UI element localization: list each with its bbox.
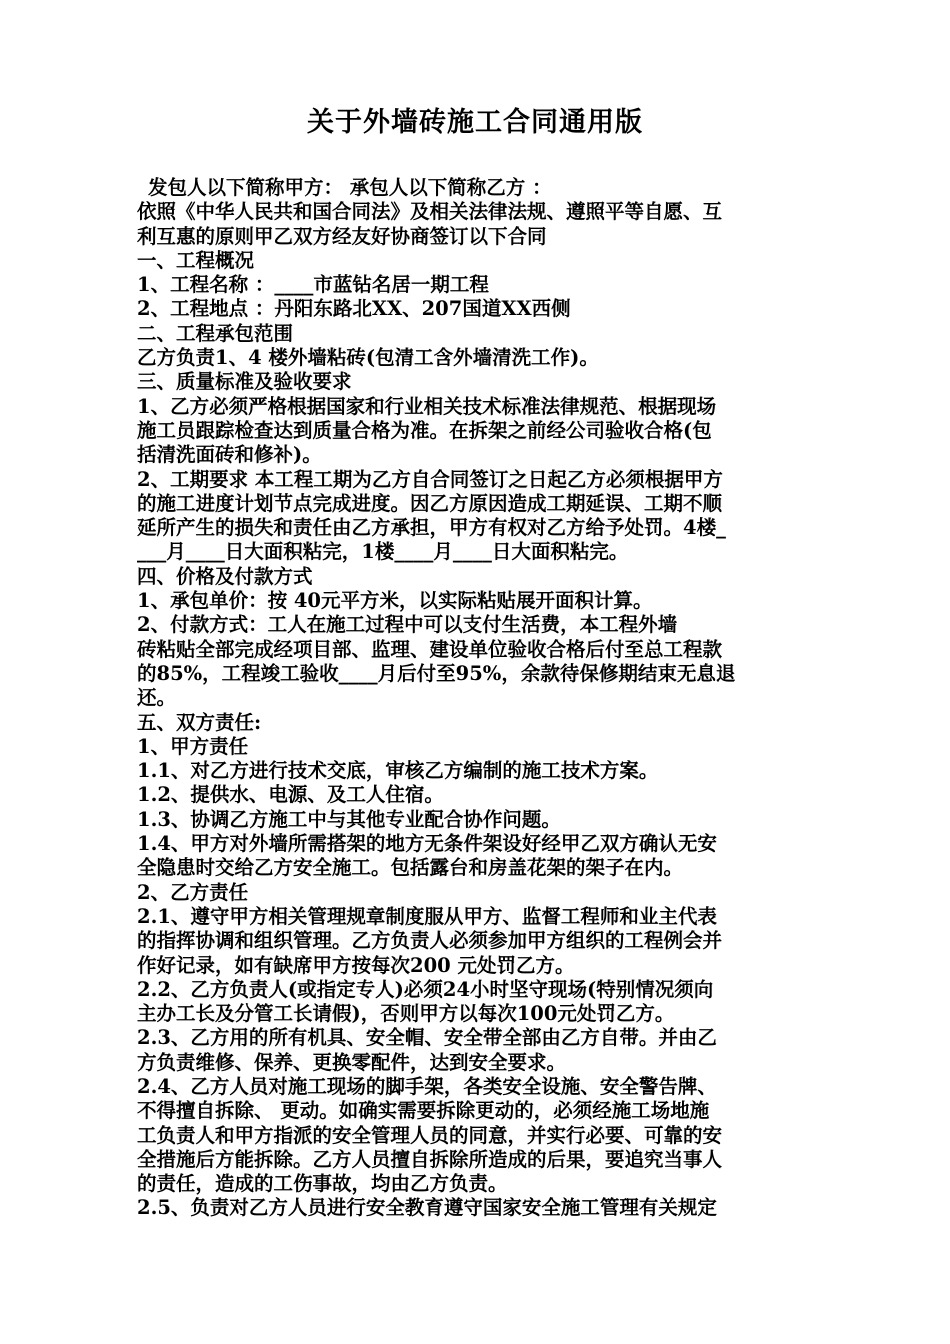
paragraph-line: 依照《中华人民共和国合同法》及相关法律法规、遵照平等自愿、互 — [137, 200, 723, 224]
paragraph-line: 括清洗面砖和修补)。 — [137, 443, 322, 467]
paragraph-line: 全措施后方能拆除。乙方人员擅自拆除所造成的后果，要追究当事人 — [137, 1147, 723, 1171]
document-body — [137, 176, 817, 1221]
paragraph-line: 主办工长及分管工长请假)，否则甲方以每次100元处罚乙方。 — [137, 1002, 675, 1026]
paragraph-line: 工负责人和甲方指派的安全管理人员的同意，并实行必要、可靠的安 — [137, 1123, 723, 1147]
subsection-heading-party-b: 2、乙方责任 — [137, 880, 249, 904]
section-heading-price-payment: 四、价格及付款方式 — [137, 564, 313, 588]
paragraph-line: 1.3、协调乙方施工中与其他专业配合协作问题。 — [137, 807, 561, 831]
paragraph-line: 1、工程名称 ：____市蓝钻名居一期工程 — [137, 273, 489, 297]
paragraph-line: 2、付款方式：工人在施工过程中可以支付生活费，本工程外墙 — [137, 613, 678, 637]
section-heading-project-overview: 一、工程概况 — [137, 248, 255, 272]
paragraph-line: 2.3、乙方用的所有机具、安全帽、安全带全部由乙方自带。并由乙 — [137, 1026, 717, 1050]
paragraph-line: 的施工进度计划节点完成进度。因乙方原因造成工期延误、工期不顺 — [137, 491, 723, 515]
paragraph-line: 1.1、对乙方进行技术交底，审核乙方编制的施工技术方案。 — [137, 759, 659, 783]
section-heading-responsibilities: 五、双方责任: — [137, 710, 262, 734]
paragraph-line: 方负责维修、保养、更换零配件，达到安全要求。 — [137, 1050, 567, 1074]
subsection-heading-party-a: 1、甲方责任 — [137, 734, 249, 758]
paragraph-line: 延所产生的损失和责任由乙方承担，甲方有权对乙方给予处罚。4楼_ — [137, 516, 726, 540]
paragraph-line: 2.1、遵守甲方相关管理规章制度服从甲方、监督工程师和业主代表 — [137, 904, 717, 928]
section-heading-quality: 三、质量标准及验收要求 — [137, 370, 352, 394]
paragraph-line: 施工员跟踪检查达到质量合格为准。在拆架之前经公司验收合格(包 — [137, 418, 712, 442]
paragraph-line: 乙方负责1、4 楼外墙粘砖(包清工含外墙清洗工作)。 — [137, 346, 599, 370]
paragraph-line: 2.5、负责对乙方人员进行安全教育遵守国家安全施工管理有关规定 — [137, 1196, 717, 1220]
paragraph-line: ___月____日大面积粘完，1楼____月____日大面积粘完。 — [137, 540, 629, 564]
paragraph-line: 2.4、乙方人员对施工现场的脚手架，各类安全设施、安全警告牌、 — [137, 1074, 717, 1098]
paragraph-line: 还。 — [137, 686, 177, 710]
paragraph-line: 不得擅自拆除、 更动。如确实需要拆除更动的，必须经施工场地施 — [137, 1099, 710, 1123]
paragraph-line: 的85%，工程竣工验收____月后付至95%，余款待保修期结束无息退 — [137, 661, 736, 685]
paragraph-line: 2、工程地点 ：丹阳东路北XX、207国道XX西侧 — [137, 297, 571, 321]
document-title: 关于外墙砖施工合同通用版 — [307, 107, 643, 138]
paragraph-line: 的指挥协调和组织管理。乙方负责人必须参加甲方组织的工程例会并 — [137, 929, 723, 953]
paragraph-line: 2、工期要求 本工程工期为乙方自合同签订之日起乙方必须根据甲方 — [137, 467, 723, 491]
section-heading-scope: 二、工程承包范围 — [137, 321, 294, 345]
paragraph-line: 1、乙方必须严格根据国家和行业相关技术标准法律规范、根据现场 — [137, 394, 717, 418]
paragraph-line: 2.2、乙方负责人(或指定专人)必须24小时坚守现场(特别情况须向 — [137, 977, 714, 1001]
paragraph-line: 1.4、甲方对外墙所需搭架的地方无条件架设好经甲乙双方确认无安 — [137, 832, 717, 856]
paragraph-line: 利互惠的原则甲乙双方经友好协商签订以下合同 — [137, 224, 547, 248]
paragraph-line: 的责任，造成的工伤事故，均由乙方负责。 — [137, 1172, 508, 1196]
paragraph-line: 1、承包单价：按 40元平方米，以实际粘贴展开面积计算。 — [137, 589, 653, 613]
paragraph-line: 作好记录，如有缺席甲方按每次200 元处罚乙方。 — [137, 953, 575, 977]
paragraph-line-parties: 发包人以下简称甲方： 承包人以下简称乙方 ： — [148, 176, 552, 199]
paragraph-line: 1.2、提供水、电源、及工人住宿。 — [137, 783, 444, 807]
paragraph-line: 砖粘贴全部完成经项目部、监理、建设单位验收合格后付至总工程款 — [137, 637, 723, 661]
paragraph-line: 全隐患时交给乙方安全施工。包括露台和房盖花架的架子在内。 — [137, 856, 684, 880]
